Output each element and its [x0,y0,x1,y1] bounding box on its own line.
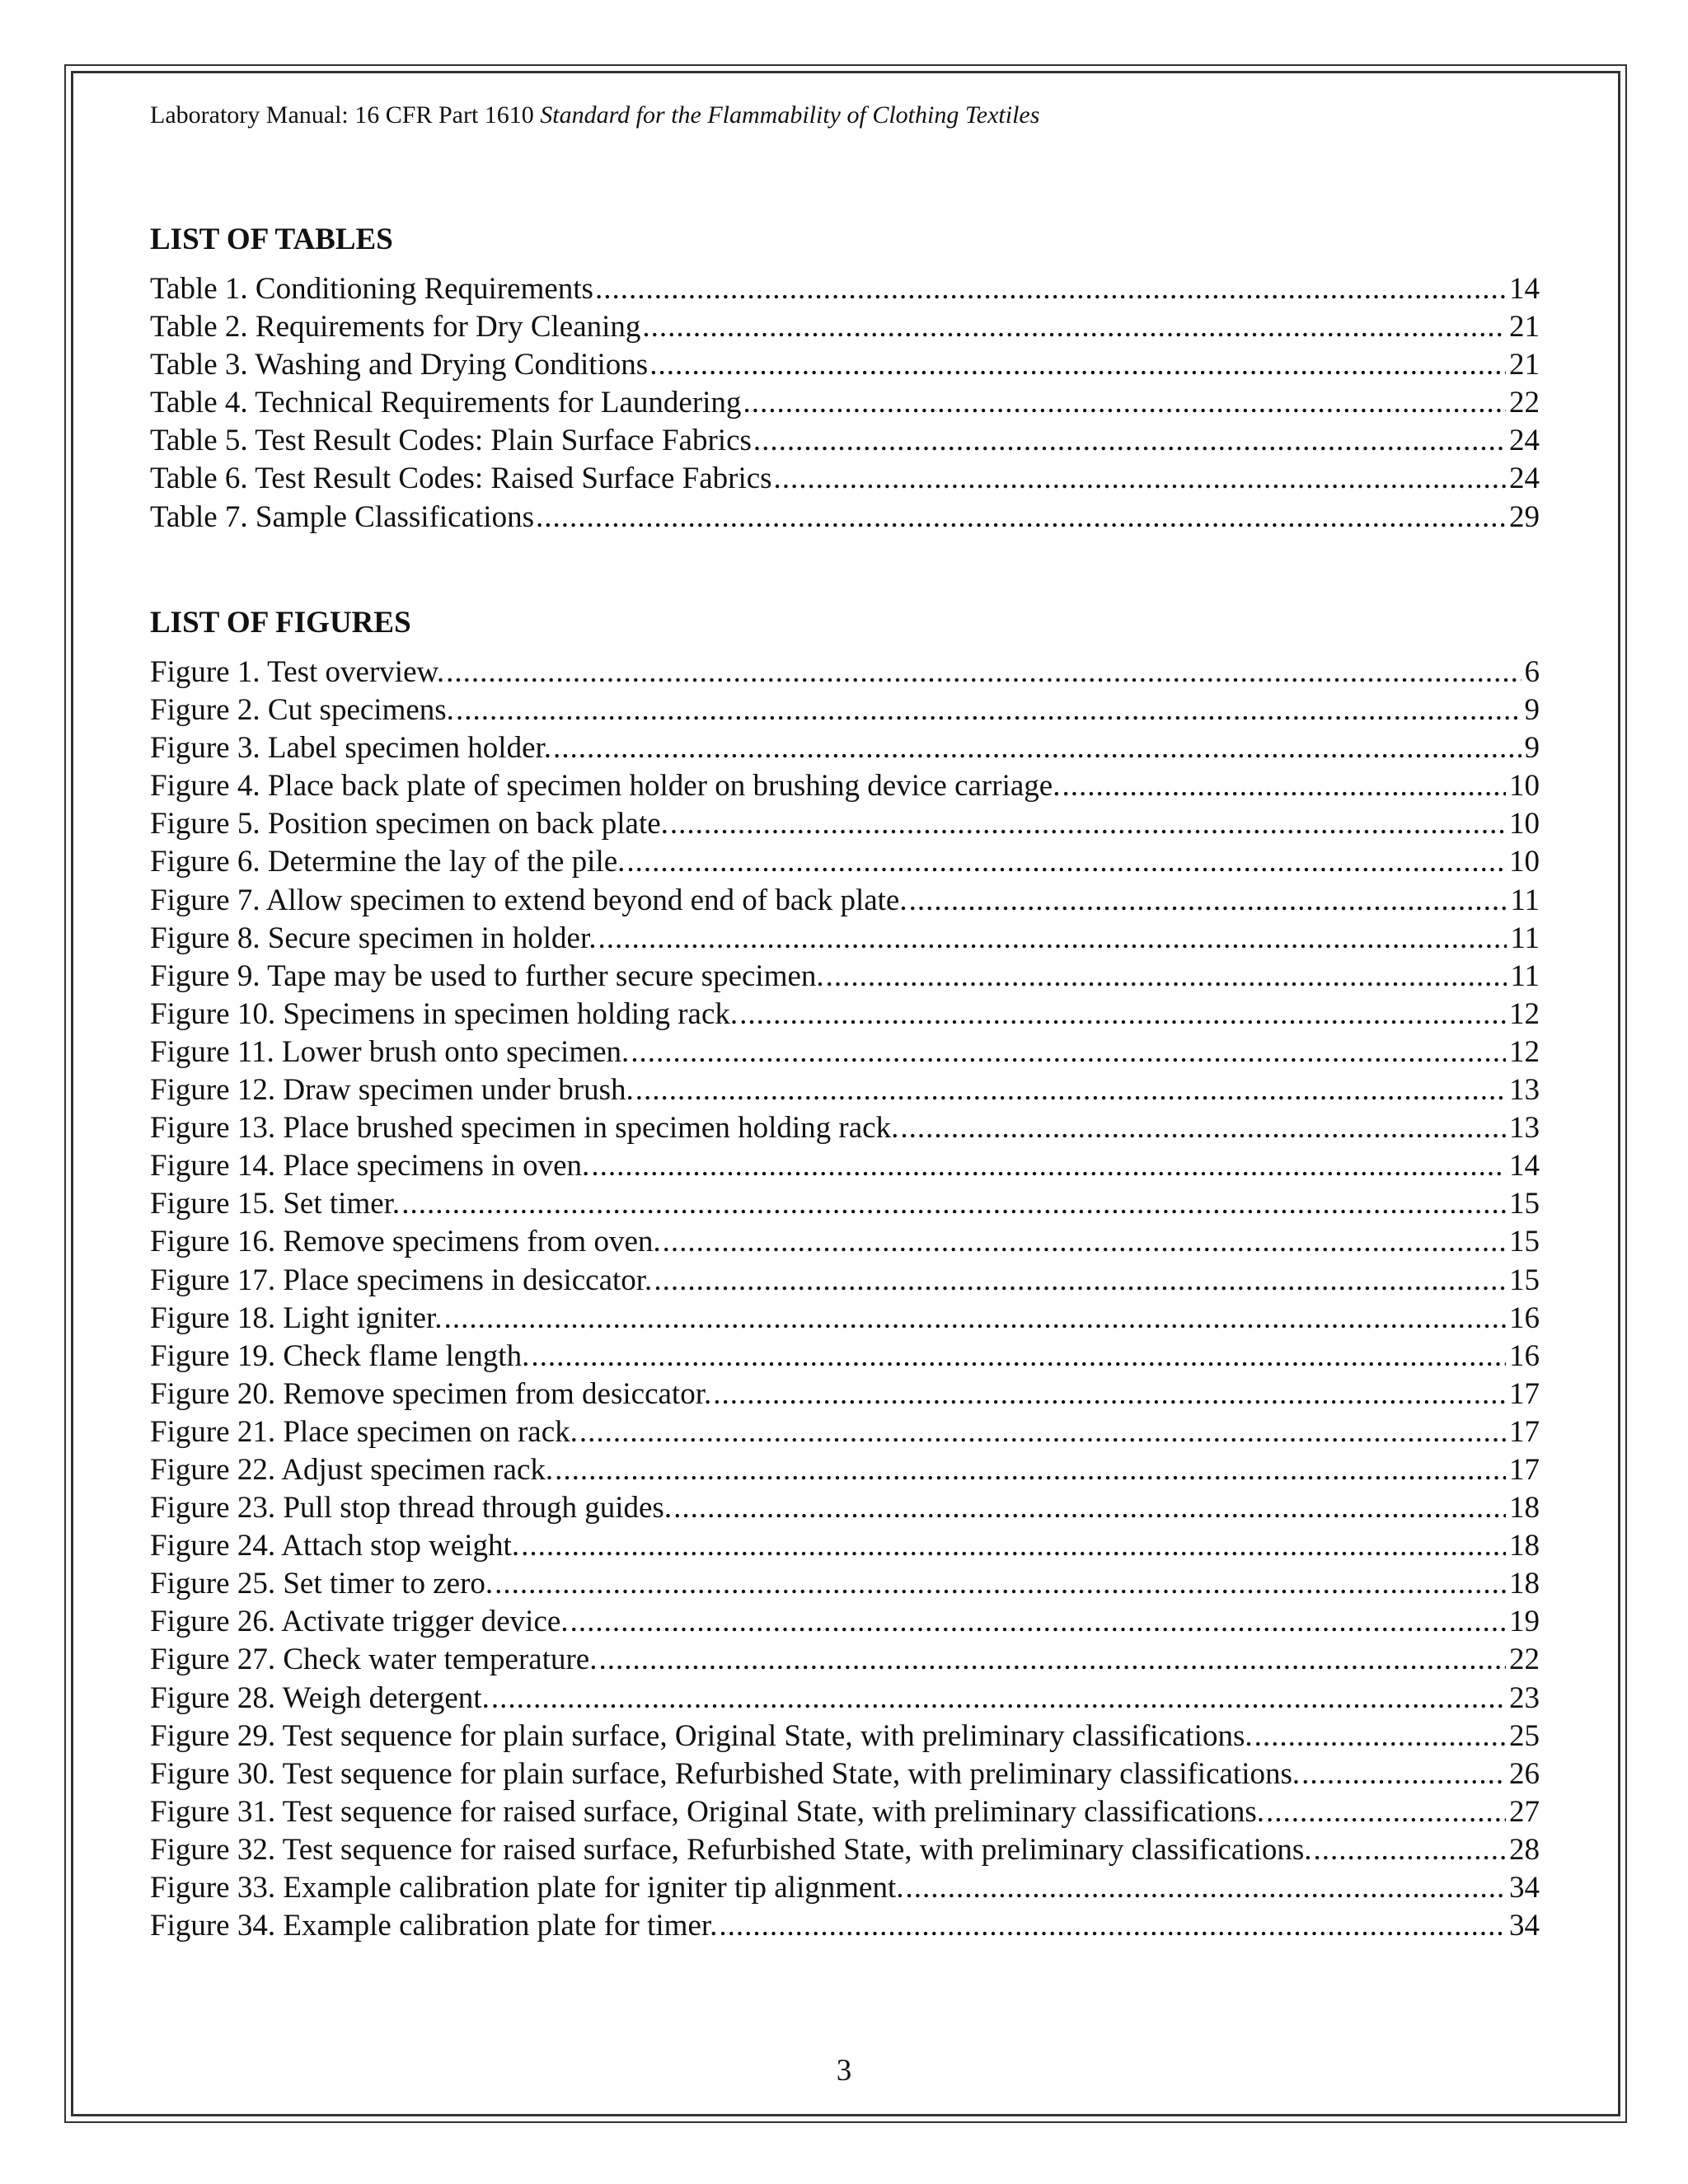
table-entry-label: Table 3. Washing and Drying Conditions [150,348,649,382]
figure-entry-label: Figure 3. Label specimen holder. [150,731,552,766]
table-entry[interactable] [150,270,1540,308]
dot-leader [753,422,1506,460]
figure-entry-label: Figure 5. Position specimen on back plate. [150,807,668,841]
dot-leader [649,346,1506,384]
figure-entry-label: Figure 13. Place brushed specimen in specimen holding rack. [150,1111,899,1146]
figure-entry[interactable] [150,958,1540,996]
figure-entry-page: 12 [1509,996,1540,1031]
figure-entry-page: 18 [1509,1529,1540,1563]
figure-entry-label: Figure 11. Lower brush onto specimen. [150,1034,630,1069]
table-entry-label: Table 2. Requirements for Dry Cleaning [150,310,641,344]
figure-entry[interactable] [150,1907,1540,1945]
dot-leader [598,920,1507,958]
dot-leader [826,958,1507,996]
table-entry-label: Table 7. Sample Classifications [150,499,534,534]
figure-entry[interactable] [150,882,1540,920]
table-entry[interactable] [150,499,1540,537]
dot-leader [444,1300,1506,1338]
figure-entry-page: 27 [1509,1794,1540,1829]
figure-entry[interactable] [150,1451,1540,1489]
dot-leader [631,1033,1506,1071]
figure-entry-label: Figure 25. Set timer to zero. [150,1567,494,1601]
figure-entry-label: Figure 26. Activate trigger device. [150,1605,569,1639]
figure-entry[interactable] [150,805,1540,843]
figure-entry[interactable] [150,729,1540,767]
figure-entry-label: Figure 24. Attach stop weight. [150,1529,520,1563]
figure-entry-page: 18 [1509,1491,1540,1526]
figure-entry-label: Figure 14. Place specimens in oven. [150,1149,590,1183]
dot-leader [900,1109,1506,1147]
figure-entry-label: Figure 32. Test sequence for raised surface, Refurbished State, with preliminary classifications. [150,1832,1312,1867]
dot-leader [536,499,1506,537]
figure-entry-page: 10 [1509,845,1540,879]
figure-entry-label: Figure 31. Test sequence for raised surface, Original State, with preliminary classifications. [150,1794,1264,1829]
figure-entry[interactable] [150,654,1540,691]
figure-entry-label: Figure 23. Pull stop thread through guides. [150,1491,673,1526]
figure-entry-label: Figure 10. Specimens in specimen holding rack. [150,996,738,1031]
figure-entry-label: Figure 21. Place specimen on rack. [150,1414,578,1449]
figure-entry-page: 16 [1509,1338,1540,1373]
figure-entry[interactable] [150,1527,1540,1565]
figure-entry-page: 26 [1509,1756,1540,1791]
list-of-figures-heading: LIST OF FIGURES [150,606,411,640]
figure-entry-page: 16 [1509,1301,1540,1335]
page-number: 3 [836,2054,852,2088]
figure-entry[interactable] [150,1338,1540,1376]
table-entry-page: 24 [1509,424,1540,458]
figure-entry-label: Figure 2. Cut specimens. [150,693,454,728]
figure-entry-page: 34 [1509,1871,1540,1905]
table-entry-page: 22 [1509,386,1540,420]
figure-entry-label: Figure 16. Remove specimens from oven. [150,1225,661,1259]
figure-entry[interactable] [150,1071,1540,1109]
dot-leader [774,460,1506,498]
figure-entry-label: Figure 20. Remove specimen from desiccator. [150,1376,712,1411]
figure-entry-label: Figure 19. Check flame length. [150,1338,530,1373]
dot-leader [739,996,1506,1033]
dot-leader [1062,767,1506,805]
dot-leader [401,1185,1506,1223]
figure-entry[interactable] [150,1603,1540,1641]
figure-entry-label: Figure 29. Test sequence for plain surface, Original State, with preliminary classifications. [150,1718,1253,1753]
figure-entry[interactable] [150,920,1540,958]
figure-entry-label: Figure 18. Light igniter. [150,1301,443,1335]
figure-entry[interactable] [150,767,1540,805]
header-title: Standard for the Flammability of Clothing Textiles [540,101,1040,129]
figure-entry[interactable] [150,1185,1540,1223]
figure-entry[interactable] [150,691,1540,729]
table-entry[interactable] [150,460,1540,498]
table-entry-label: Table 6. Test Result Codes: Raised Surface Fabrics [150,462,772,496]
figure-entry[interactable] [150,1489,1540,1527]
dot-leader [1254,1718,1506,1755]
dot-leader [626,843,1506,881]
figure-entry[interactable] [150,1223,1540,1261]
figure-entry-label: Figure 33. Example calibration plate for igniter tip alignment. [150,1871,904,1905]
figure-entry-page: 14 [1509,1149,1540,1183]
figure-entry[interactable] [150,1869,1540,1907]
table-entry[interactable] [150,384,1540,422]
dot-leader [570,1603,1506,1641]
dot-leader [1314,1831,1506,1869]
table-entry[interactable] [150,346,1540,384]
figure-entry-page: 9 [1524,731,1540,766]
figure-entry-label: Figure 4. Place back plate of specimen holder on brushing device carriage. [150,769,1061,804]
figure-entry[interactable] [150,1831,1540,1869]
dot-leader [719,1907,1506,1945]
figure-entry-page: 28 [1509,1832,1540,1867]
figure-entry-page: 15 [1509,1225,1540,1259]
dot-leader [642,308,1506,346]
header-prefix: Laboratory Manual: 16 CFR Part 1610 [150,101,534,129]
figure-entry[interactable] [150,1718,1540,1755]
figure-entry-page: 13 [1509,1073,1540,1108]
figure-entry-label: Figure 15. Set timer. [150,1187,401,1221]
figure-entry-label: Figure 17. Place specimens in desiccator. [150,1263,653,1297]
dot-leader [654,1262,1506,1300]
figure-entry-label: Figure 34. Example calibration plate for timer. [150,1909,718,1943]
figure-entry[interactable] [150,1793,1540,1831]
figure-entry-label: Figure 9. Tape may be used to further secure specimen. [150,958,824,993]
figure-entry-label: Figure 12. Draw specimen under brush. [150,1073,634,1108]
figure-entry-page: 22 [1509,1643,1540,1677]
dot-leader [521,1527,1506,1565]
dot-leader [591,1147,1506,1185]
dot-leader [598,1641,1506,1679]
figure-entry-page: 9 [1524,693,1540,728]
figure-entry-page: 34 [1509,1909,1540,1943]
figure-entry-label: Figure 8. Secure specimen in holder. [150,921,597,955]
dot-leader [743,384,1506,422]
list-of-tables-heading: LIST OF TABLES [150,223,393,256]
figure-entry-label: Figure 30. Test sequence for plain surface, Refurbished State, with preliminary classifications. [150,1756,1301,1791]
dot-leader [713,1376,1506,1413]
figure-entry-page: 25 [1509,1718,1540,1753]
figure-entry-label: Figure 22. Adjust specimen rack. [150,1452,554,1487]
figure-entry-page: 19 [1509,1605,1540,1639]
dot-leader [1266,1793,1506,1831]
dot-leader [905,1869,1506,1907]
figure-entry[interactable] [150,1147,1540,1185]
figure-entry[interactable] [150,843,1540,881]
dot-leader [531,1338,1506,1376]
dot-leader [491,1680,1506,1718]
table-entry-page: 24 [1509,462,1540,496]
dot-leader [673,1489,1506,1527]
dot-leader [495,1565,1506,1603]
figure-entry-page: 17 [1509,1376,1540,1411]
figure-entry[interactable] [150,1376,1540,1413]
list-of-figures [150,654,1540,1945]
figure-entry-page: 23 [1509,1680,1540,1715]
table-entry-page: 29 [1509,499,1540,534]
figure-entry-page: 12 [1509,1034,1540,1069]
figure-entry-label: Figure 6. Determine the lay of the pile. [150,845,626,879]
table-entry-page: 21 [1509,348,1540,382]
running-header [150,99,1039,132]
dot-leader [670,805,1506,843]
figure-entry[interactable] [150,1641,1540,1679]
figure-entry-page: 15 [1509,1187,1540,1221]
dot-leader [1301,1755,1506,1793]
figure-entry[interactable] [150,1565,1540,1603]
figure-entry[interactable] [150,1413,1540,1451]
figure-entry-label: Figure 28. Weigh detergent. [150,1680,490,1715]
figure-entry-label: Figure 27. Check water temperature. [150,1643,598,1677]
dot-leader [555,1451,1506,1489]
figure-entry-page: 17 [1509,1452,1540,1487]
table-entry-page: 21 [1509,310,1540,344]
dot-leader [635,1071,1506,1109]
figure-entry[interactable] [150,1033,1540,1071]
figure-entry-page: 10 [1509,769,1540,804]
figure-entry-page: 13 [1509,1111,1540,1146]
figure-entry-page: 10 [1509,807,1540,841]
table-entry-label: Table 4. Technical Requirements for Laundering [150,386,742,420]
figure-entry[interactable] [150,1262,1540,1300]
figure-entry[interactable] [150,1300,1540,1338]
dot-leader [595,270,1506,308]
figure-entry-page: 11 [1510,921,1540,955]
figure-entry-page: 11 [1510,958,1540,993]
dot-leader [579,1413,1506,1451]
figure-entry-page: 15 [1509,1263,1540,1297]
figure-entry[interactable] [150,1755,1540,1793]
figure-entry-page: 18 [1509,1567,1540,1601]
figure-entry-label: Figure 7. Allow specimen to extend beyond end of back plate. [150,883,907,917]
figure-entry-page: 17 [1509,1414,1540,1449]
dot-leader [456,691,1522,729]
figure-entry[interactable] [150,1109,1540,1147]
figure-entry-page: 6 [1524,655,1540,689]
figure-entry[interactable] [150,1680,1540,1718]
dot-leader [663,1223,1506,1261]
figure-entry-label: Figure 1. Test overview. [150,655,445,689]
table-entry-page: 14 [1509,272,1540,306]
table-entry[interactable] [150,422,1540,460]
dot-leader [446,654,1521,691]
table-entry-label: Table 5. Test Result Codes: Plain Surface Fabrics [150,424,752,458]
table-entry-label: Table 1. Conditioning Requirements [150,272,593,306]
figure-entry-page: 11 [1510,883,1540,917]
dot-leader [553,729,1521,767]
table-entry[interactable] [150,308,1540,346]
list-of-tables [150,270,1540,537]
dot-leader [909,882,1507,920]
figure-entry[interactable] [150,996,1540,1033]
